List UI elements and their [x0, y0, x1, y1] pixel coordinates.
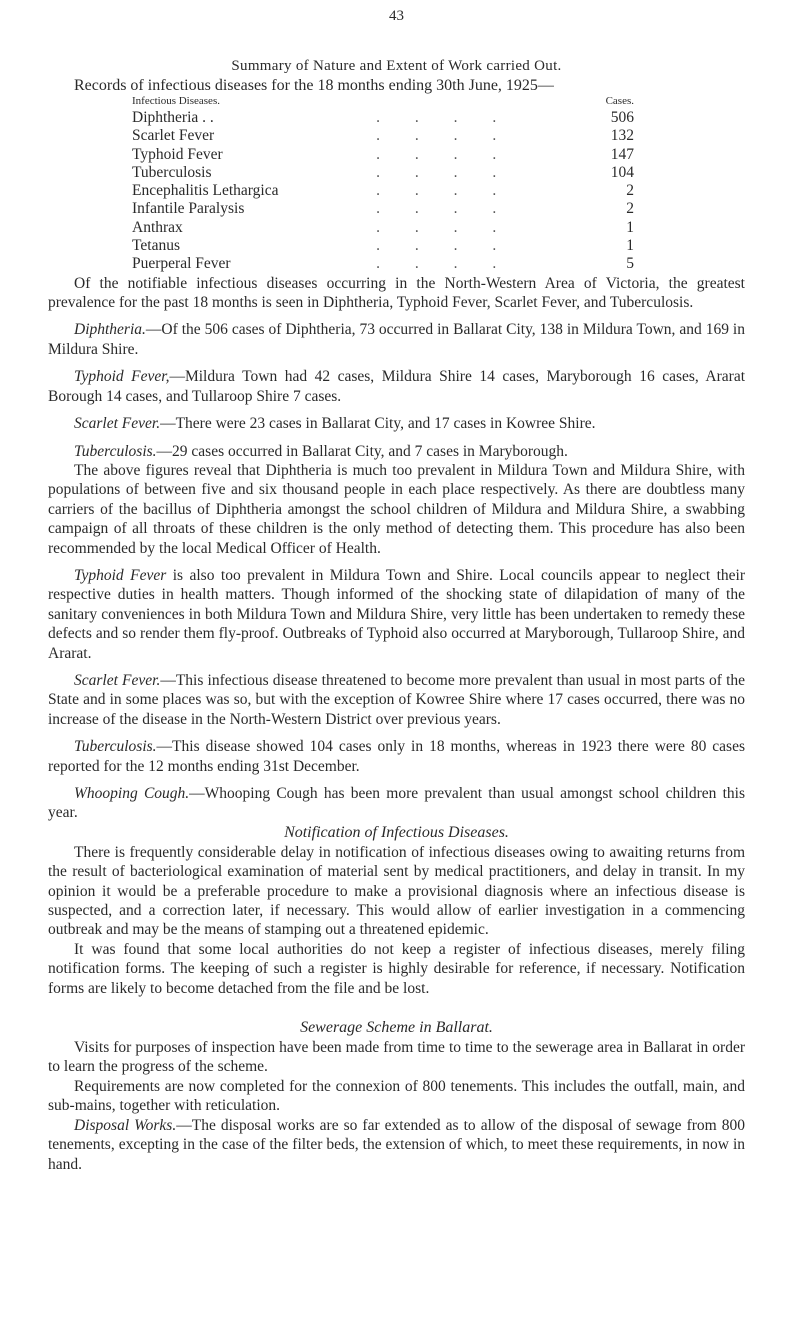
- scarlet-label: Scarlet Fever.: [74, 415, 161, 433]
- typhoid-text: —Mildura Town had 42 cases, Mildura Shire 14 cases, Maryborough 16 cases, Ararat Borough 14 cases, and Tullaroop Shire 7 cases.: [48, 368, 746, 405]
- table-row: [132, 164, 634, 182]
- table-row: [132, 127, 634, 145]
- whooping-paragraph: [48, 784, 745, 823]
- case-count: 2: [626, 182, 634, 200]
- case-count: 104: [610, 163, 634, 181]
- diphtheria-text: —Of the 506 cases of Diphtheria, 73 occurred in Ballarat City, 138 in Mildura Town, and 169 in Mildura Shire.: [48, 321, 745, 358]
- scarlet2-text: —This infectious disease threatened to become more prevalent than usual in most parts of the State and in some places was so, but with the exception of Kowree Shire where 17 cases occurred, there was no increase of the disease in the North-Western District over previous years.: [48, 671, 746, 728]
- disposal-label: Disposal Works.: [74, 1116, 177, 1134]
- table-body: [132, 109, 634, 274]
- diphtheria-label: Diphtheria.: [74, 321, 146, 339]
- case-count: 506: [610, 109, 634, 126]
- disease-name: Puerperal Fever: [132, 255, 231, 273]
- leader-dots: . . . .: [376, 218, 497, 236]
- sewerage-paragraph-2: Requirements are now completed for the connexion of 800 tenements. This includes the outfall, main, and sub-mains, together with reticulation.: [48, 1077, 745, 1115]
- case-count: 1: [626, 237, 634, 255]
- disease-name: Infantile Paralysis: [132, 200, 245, 218]
- table-header-row: [132, 95, 634, 109]
- disposal-text: —The disposal works are so far extended as to allow of the disposal of sewage from 800 tenements, excepting in the case of the filter beds, the extension of which, to meet these requirements, in now in hand.: [48, 1116, 746, 1173]
- sewerage-paragraph-1: Visits for purposes of inspection have been made from time to time to the sewerage area in Ballarat in order to learn the progress of the scheme.: [48, 1039, 745, 1076]
- scarlet2-label: Scarlet Fever.: [74, 671, 161, 689]
- table-row: [132, 219, 634, 237]
- leader-dots: . . . .: [376, 145, 497, 163]
- disease-name: Scarlet Fever: [132, 127, 215, 145]
- scarlet-text: —There were 23 cases in Ballarat City, and 17 cases in Kowree Shire.: [160, 415, 596, 433]
- leader-dots: . . . .: [376, 237, 497, 255]
- leader-dots: . . . .: [376, 182, 497, 200]
- tuberculosis-label: Tuberculosis.: [74, 442, 157, 460]
- summary-paragraph: Of the notifiable infectious diseases occurring in the North-Western Area of Victoria, the greatest prevalence for the past 18 months is seen in Diphtheria, Typhoid Fever, Scarlet Fever, and Tuberculosis.: [48, 274, 745, 312]
- table-row: [132, 109, 634, 127]
- leader-dots: . . . .: [376, 109, 497, 126]
- disease-name: Encephalitis Lethargica: [132, 182, 279, 200]
- prevalence-paragraph: The above figures reveal that Diphtheria is much too prevalent in Mildura Town and Mildura Shire, with populations of between five and six thousand people in each place respectively. As there are doubtless many carriers of the bacillus of Diphtheria amongst the school children of Mildura and Mildura Shire, a swabbing campaign of all throats of these children is the only method of detecting them. This procedure has also been recommended by the local Medical Officer of Health.: [48, 461, 745, 557]
- scarlet-paragraph: [48, 414, 745, 433]
- notification-paragraph-2: It was found that some local authorities do not keep a register of infectious diseases, merely filing notification forms. The keeping of such a register is highly desirable for reference, if necessary. Notification forms are likely to become detached from the file and be lost.: [48, 940, 745, 997]
- typhoid-label: Typhoid Fever,: [74, 368, 170, 386]
- case-count: 1: [626, 218, 634, 236]
- typhoid2-label: Typhoid Fever: [74, 566, 167, 584]
- table-row: [132, 182, 634, 200]
- case-count: 2: [626, 200, 634, 218]
- sewerage-heading: Sewerage Scheme in Ballarat.: [300, 1019, 493, 1037]
- tuberculosis-text: —29 cases occurred in Ballarat City, and 7 cases in Maryborough.: [156, 442, 568, 460]
- case-count: 5: [626, 255, 634, 273]
- table-intro: Records of infectious diseases for the 18 months ending 30th June, 1925—: [74, 77, 554, 94]
- leader-dots: . . . .: [376, 255, 497, 273]
- disease-name: Tetanus: [132, 237, 180, 255]
- typhoid2-text: is also too prevalent in Mildura Town and Shire. Local councils appear to neglect their respective duties in health matters. Though informed of the shocking state of dilapidation of many of the sanitary conveniences in both Mildura Town and Mildura Shire, very little has been undertaken to remedy these defects and so render them fly-proof. Outbreaks of Typhoid also occurred at Maryborough, Tullaroop Shire, and Ararat.: [48, 566, 745, 662]
- leader-dots: . . . .: [376, 200, 497, 218]
- disease-name: Tuberculosis: [132, 163, 212, 181]
- notification-heading: Notification of Infectious Diseases.: [284, 823, 509, 841]
- disease-name: Anthrax: [132, 218, 183, 236]
- table-row: [132, 237, 634, 255]
- diseases-table: [132, 95, 634, 274]
- table-row: [132, 146, 634, 164]
- disposal-paragraph: [48, 1116, 745, 1174]
- case-count: 132: [610, 127, 634, 145]
- disease-name: Diphtheria . .: [132, 109, 214, 126]
- header-cases: Cases.: [605, 95, 634, 107]
- whooping-text: —Whooping Cough has been more prevalent than usual amongst school children this year.: [48, 785, 746, 822]
- leader-dots: . . . .: [376, 163, 497, 181]
- table-row: [132, 255, 634, 273]
- diphtheria-paragraph: [48, 320, 745, 359]
- scarlet2-paragraph: [48, 671, 745, 729]
- tuberculosis2-label: Tuberculosis.: [74, 738, 157, 756]
- typhoid-paragraph: [48, 367, 745, 406]
- tuberculosis-paragraph: [48, 442, 745, 461]
- page-number: 43: [389, 8, 404, 24]
- tuberculosis2-paragraph: [48, 737, 745, 776]
- case-count: 147: [610, 145, 634, 163]
- table-row: [132, 200, 634, 218]
- header-disease: Infectious Diseases.: [132, 95, 220, 107]
- leader-dots: . . . .: [376, 127, 497, 145]
- notification-paragraph-1: There is frequently considerable delay in notification of infectious diseases owing to awaiting returns from the result of bacteriological examination of material sent by medical practitioners, and delay in transit. In my opinion it would be a preferable procedure to make a provisional diagnosis where an infectious disease is suspected, and a correction later, if necessary. This would allow of earlier investigation in a commencing outbreak and may be the means of stamping out a threatened epidemic.: [48, 843, 745, 939]
- tuberculosis2-text: —This disease showed 104 cases only in 18 months, whereas in 1923 there were 80 cases reported for the 12 months ending 31st December.: [48, 738, 745, 775]
- disease-name: Typhoid Fever: [132, 145, 223, 163]
- section-title: Summary of Nature and Extent of Work carried Out.: [231, 58, 562, 74]
- whooping-label: Whooping Cough.: [74, 785, 190, 803]
- typhoid2-paragraph: [48, 566, 745, 663]
